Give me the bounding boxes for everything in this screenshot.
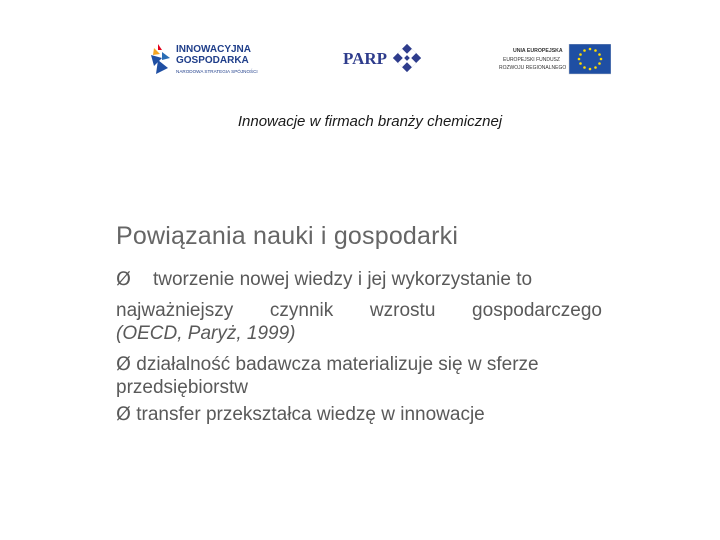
arrow-bullet-icon: Ø: [116, 353, 131, 375]
bullet-item-2: [116, 353, 602, 399]
bullet-item-2-text: działalność badawcza materializuje się w sferze przedsiębiorstw: [116, 354, 539, 398]
bullet-item-1-citation: (OECD, Paryż, 1999): [116, 323, 296, 344]
ig-line3: NARODOWA STRATEGIA SPÓJNOŚCI: [176, 69, 258, 74]
presentation-subtitle: Innowacje w firmach branży chemicznej: [237, 113, 503, 130]
innowacyjna-gospodarka-logo: [148, 40, 278, 78]
parp-text: PARP: [343, 49, 388, 68]
slide-heading: Powiązania nauki i gospodarki: [116, 222, 459, 250]
ue-line3: ROZWOJU REGIONALNEGO: [499, 65, 567, 71]
bullet-list: [116, 268, 602, 426]
arrow-bullet-icon: Ø: [116, 403, 131, 425]
bullet-item-1-line2: najważniejszy czynnik wzrostu gospodarczego: [116, 300, 602, 321]
eu-logo: [497, 44, 611, 76]
bullet-item-1: [116, 268, 602, 345]
bullet-item-3: [116, 403, 602, 426]
ue-line1: UNIA EUROPEJSKA: [513, 48, 563, 54]
parp-logo: [343, 42, 421, 76]
logo-bar: [0, 0, 720, 100]
ig-line2: GOSPODARKA: [176, 55, 249, 66]
bullet-item-3-text: transfer przekształca wiedzę w innowacje: [136, 404, 485, 425]
ig-line1: INNOWACYJNA: [176, 44, 252, 55]
bullet-item-1-line1: Ø tworzenie nowej wiedzy i jej wykorzystanie to: [116, 268, 533, 290]
ue-line2: EUROPEJSKI FUNDUSZ: [503, 57, 560, 63]
arrow-bullet-icon: Ø: [116, 268, 131, 290]
